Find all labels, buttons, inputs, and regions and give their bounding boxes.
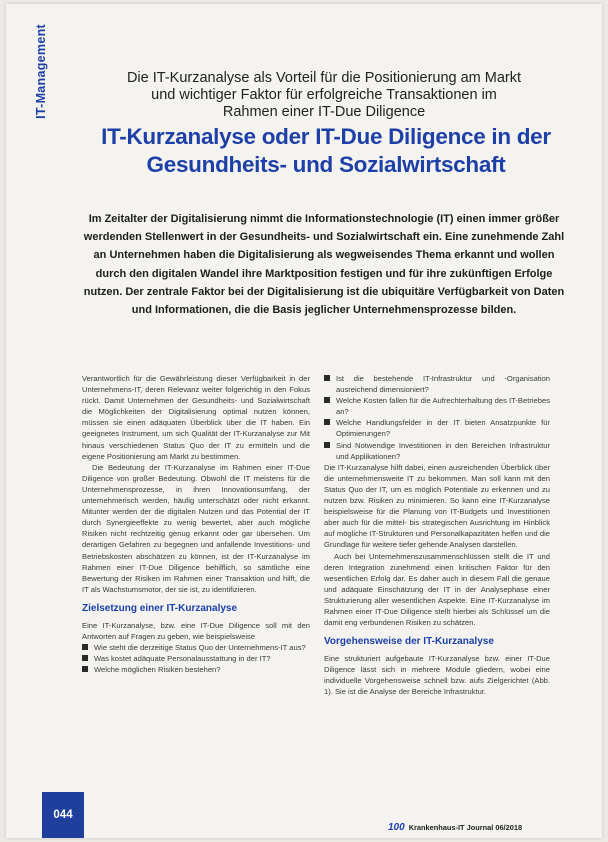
list-item: Welche Handlungsfelder in der IT bieten Ansatzpunkte für Optimierungen?	[324, 417, 550, 439]
right-column	[324, 373, 550, 698]
footer-text: Krankenhaus-IT Journal 06/2018	[408, 823, 523, 832]
kicker-line: Rahmen einer IT-Due Diligence	[222, 104, 426, 120]
list-item: Ist die bestehende IT-Infrastruktur und -Organisation ausreichend dimensioniert?	[324, 373, 550, 395]
subheading: Vorgehensweise der IT-Kurzanalyse	[324, 636, 494, 648]
page-number: 044	[42, 792, 84, 838]
bullet-list	[324, 373, 550, 462]
body-paragraph: Die Bedeutung der IT-Kurzanalyse im Rahmen einer IT-Due Diligence von großer Bedeutung. Obwohl die IT meistens für die Unternehmensprozesse, in ihren Innovationsumfang, der unternehmerisch werden, häufig unterschätzt oder nicht erkannt. Mitunter werden der die digitalen Nutzen und das Potential der IT durch Synergieeffekte zu wenig bewertet, aber auch mögliche Risiken nicht rechtzeitig genug erkannt oder gar übersehen. Um derartigen Gefahren zu begegnen und anfallende Investitions- und Betriebskosten abschätzen zu können, ist der IT-Kurzanalyse im Rahmen einer IT-Due Diligence behilflich, so sämtliche eine Bewertung der Risiken im Rahmen einer Transaktion und hilft, die IT als Wachstumsmotor, der sie ist, zu identifizieren.	[82, 462, 310, 594]
list-item: Was kostet adäquate Personalausstattung in der IT?	[82, 653, 310, 664]
list-item: Sind Notwendige Investitionen in den Bereichen Infrastruktur und Applikationen?	[324, 440, 550, 462]
magazine-page	[6, 4, 602, 838]
body-paragraph: Verantwortlich für die Gewährleistung dieser Verfügbarkeit in der Unternehmens-IT, deren Relevanz weiter folgerichtig in den Fokus rückt. Damit Unternehmen der Gesundheits- und Sozialwirtschaft die Möglichkeiten der Digitalisierung optimal nutzen können, müssen sie einen adäquaten Überblick über die IT haben. Ein geeignetes Instrument, um sich Qualität der IT-Kurzanalyse zur Mit hinaus verschiedenen Status Quo der IT zu ermitteln und die eigene Positionierung am Markt zu bestimmen.	[82, 374, 310, 461]
list-item: Welche möglichen Risiken bestehen?	[82, 664, 310, 675]
list-item: Wie steht die derzeitige Status Quo der Unternehmens-IT aus?	[82, 642, 310, 653]
kicker-line: und wichtiger Faktor für erfolgreiche Transaktionen im	[151, 87, 497, 103]
left-column	[82, 373, 310, 675]
article-headline: IT-Kurzanalyse oder IT-Due Diligence in der Gesundheits- und Sozialwirtschaft	[101, 124, 551, 177]
section-label: IT-Management	[34, 24, 48, 119]
bullet-list	[82, 642, 310, 675]
subheading: Zielsetzung einer IT-Kurzanalyse	[82, 602, 238, 614]
body-paragraph: Auch bei Unternehmenszusammenschlüssen stellt die IT und deren Integration zunehmend einen kritischen Faktor für den wesentlichen Erfolg dar. Es daher auch in diesem Fall die genaue und adäquate Einschätzung der IT in der Analysephase einer Strukturierung aller wesentlichen Aspekte. Eine IT-Kurzanalyse im Rahmen einer IT-Due Diligence stellt hierbei als Schlüssel um die damit eng verbundenen Risiken zu schätzen.	[324, 551, 550, 628]
body-paragraph: Die IT-Kurzanalyse hilft dabei, einen ausreichenden Überblick über die unternehmensweite IT zu bekommen. Man soll kann mit den Status Quo der IT, um es möglich Potentiale zu erkennen und zu nutzen bzw. Risiken zu minimieren. So kann eine IT-Kurzanalyse beispielsweise für die Planung von IT-Budgets und Investitionen aber auch für die mittel- bis strategischen Ausrichtung im Hinblick auf mögliche IT-Strukturen und Personalkapazitäten helfen und die Grundlage für weitere tiefer gehende Analysen darstellen.	[324, 462, 550, 550]
lead-paragraph: Im Zeitalter der Digitalisierung nimmt die Informationstechnologie (IT) einen immer größer werdenden Stellenwert in der Gesundheits- und Sozialwirtschaft ein. Eine zunehmende Zahl an Unternehmen haben die Digitalisierung als wegweisendes Thema erkannt und wollen durch den digitalen Wandel ihre Marktposition festigen und für ihre zukünftigen Erfolge nutzen. Der zentrale Faktor bei der Digitalisierung ist die ubiquitäre Verfügbarkeit von Daten und Informationen, die die Basis jeglicher Unternehmensprozesse bilden.	[83, 213, 565, 317]
body-paragraph: Eine strukturiert aufgebaute IT-Kurzanalyse bzw. einer IT-Due Diligence lässt sich in mehrere Module gliedern, wobei eine individuelle Vorgehensweise schnell bzw. aufs Zielgerichtet (Abb. 1). Sie ist die Analyse der Bereiche Infrastruktur.	[324, 654, 550, 697]
list-item: Welche Kosten fallen für die Aufrechterhaltung des IT-Betriebes an?	[324, 395, 550, 417]
journal-logo: 100	[388, 822, 405, 833]
kicker	[98, 70, 550, 121]
kicker-line: Die IT-Kurzanalyse als Vorteil für die Positionierung am Markt	[126, 70, 522, 86]
footer	[388, 822, 568, 833]
body-paragraph: Eine IT-Kurzanalyse, bzw. eine IT-Due Diligence soll mit den Antworten auf Fragen zu geben, wie beispielsweise	[82, 620, 310, 641]
